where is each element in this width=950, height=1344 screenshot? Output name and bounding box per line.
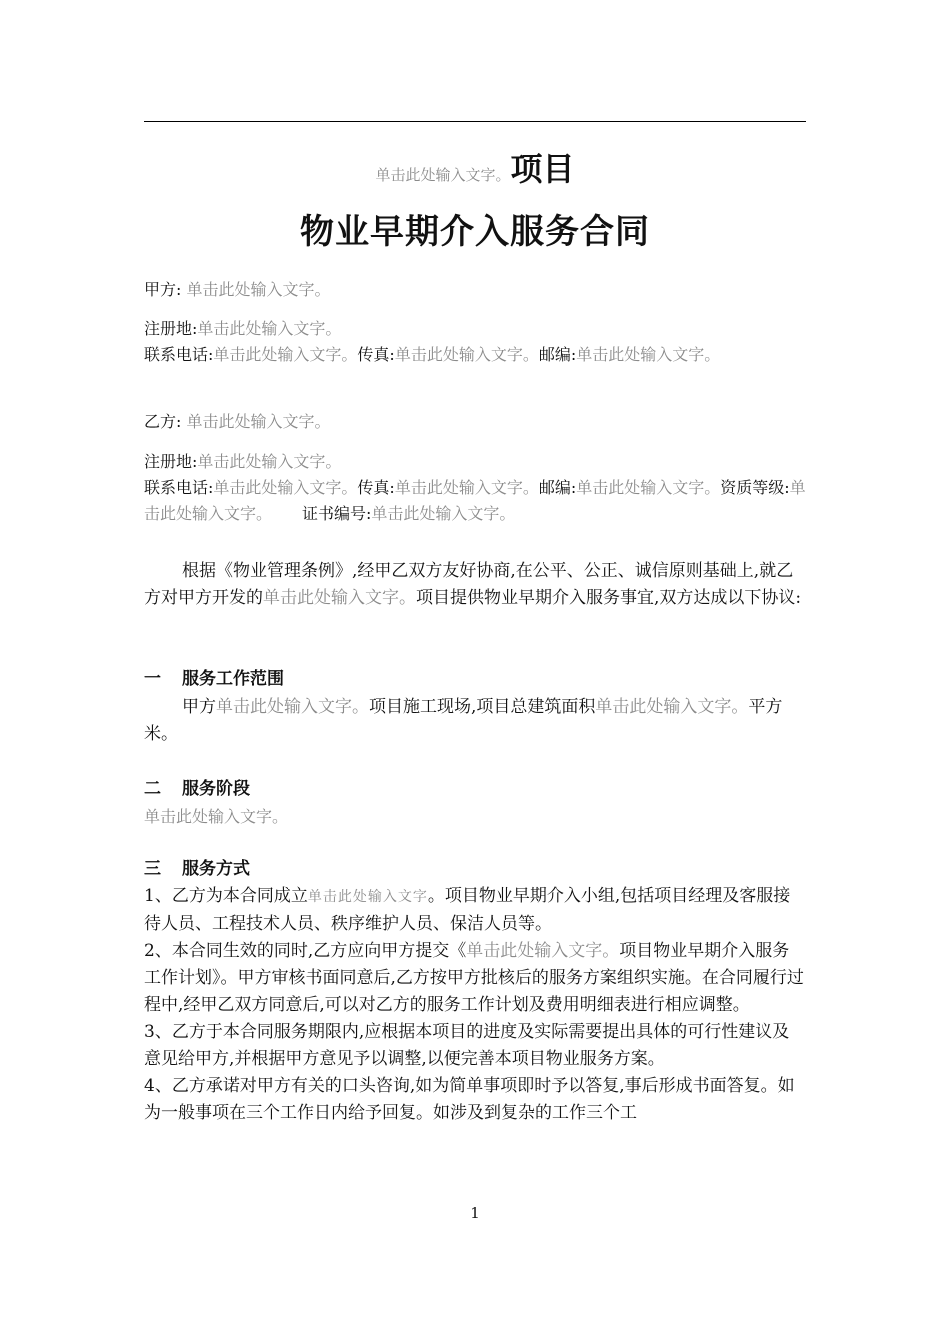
party-b-contact-label: 联系电话:	[144, 478, 214, 497]
party-b-fax-field[interactable]: 单击此处输入文字。	[394, 478, 539, 497]
section-1-heading	[144, 666, 806, 692]
header-rule	[144, 121, 806, 122]
party-b-cert-label: 证书编号:	[302, 504, 372, 523]
doc-title-line1	[144, 144, 806, 190]
party-a-reg-label: 注册地:	[144, 319, 198, 338]
section-1-area-field[interactable]: 单击此处输入文字。	[595, 697, 749, 717]
project-name-placeholder[interactable]: 单击此处输入文字。	[375, 166, 511, 184]
party-b-line	[144, 409, 806, 435]
party-b-qual-field[interactable]: 单击此处输入文字。	[144, 478, 806, 523]
section-1-text-1: 甲方	[182, 697, 216, 717]
party-a-fax-field[interactable]: 单击此处输入文字。	[394, 345, 539, 364]
section-1-text-3: 平方米。	[144, 697, 783, 744]
section-3-item-4: 4、乙方承诺对甲方有关的口头咨询,如为简单事项即时予以答复,事后形成书面答复。如为一般事项在三个工作日内给予回复。如涉及到复杂的工作三个工	[144, 1076, 795, 1123]
party-a-fax-label: 传真:	[357, 345, 395, 364]
item-1-text-a: 1、乙方为本合同成立	[144, 886, 308, 906]
party-b-cert-field[interactable]: 单击此处输入文字。	[371, 504, 516, 523]
party-b-reg-field[interactable]: 单击此处输入文字。	[197, 452, 342, 471]
item-1-team-field[interactable]: 单击此处输入文字	[307, 889, 428, 905]
section-3-item-1	[144, 883, 806, 938]
party-b-reg-label: 注册地:	[144, 452, 198, 471]
party-b-zip-label: 邮编:	[538, 478, 577, 497]
party-b-phone-field[interactable]: 单击此处输入文字。	[213, 478, 358, 497]
party-a-phone-field[interactable]: 单击此处输入文字。	[213, 345, 358, 364]
intro-text-1: 根据《物业管理条例》,经甲乙双方友好协商,在公平、公正、诚信原则基础上,就乙方对甲方开发的	[144, 561, 794, 608]
section-1-title: 服务工作范围	[182, 669, 284, 689]
doc-title-main: 物业早期介入服务合同	[300, 212, 650, 252]
party-b-contact-line	[144, 475, 806, 527]
section-1-body	[144, 694, 806, 748]
party-a-zip-field[interactable]: 单击此处输入文字。	[576, 345, 721, 364]
intro-paragraph	[144, 558, 806, 612]
section-2-stage-field[interactable]: 单击此处输入文字。	[144, 807, 289, 826]
party-a-details	[144, 316, 806, 368]
section-2-body	[144, 803, 806, 830]
party-a-zip-label: 邮编:	[538, 345, 577, 364]
party-a-line	[144, 277, 806, 303]
party-a-reg-field[interactable]: 单击此处输入文字。	[197, 319, 342, 338]
section-2-number: 二	[144, 779, 161, 799]
section-3-items	[144, 883, 806, 1127]
party-b-fax-label: 传真:	[357, 478, 395, 497]
party-a-reg-line	[144, 316, 806, 342]
page-number: 1	[470, 1204, 480, 1222]
title-suffix: 项目	[510, 150, 575, 188]
item-2-text-a: 2、本合同生效的同时,乙方应向甲方提交《	[144, 941, 467, 961]
section-2-title: 服务阶段	[182, 779, 250, 799]
party-b-label: 乙方:	[144, 412, 182, 431]
party-a-label: 甲方:	[144, 280, 182, 299]
item-2-text-b: 项目物业早期介入服务工作计划》。甲方审核书面同意后,乙方按甲方批核后的服务方案组织实施。在合同履行过程中,经甲乙双方同意后,可以对乙方的服务工作计划及费用明细表进行相应调整。	[144, 941, 804, 1015]
party-b-details	[144, 449, 806, 527]
section-3-item-3: 3、乙方于本合同服务期限内,应根据本项目的进度及实际需要提出具体的可行性建议及意见给甲方,并根据甲方意见予以调整,以便完善本项目物业服务方案。	[144, 1022, 790, 1069]
intro-text-2: 项目提供物业早期介入服务事宜,双方达成以下协议:	[416, 588, 802, 608]
section-3-number: 三	[144, 859, 161, 879]
section-1-text-2: 项目施工现场,项目总建筑面积	[369, 697, 596, 717]
section-2-heading	[144, 776, 806, 802]
item-1-text-b: 。项目物业早期介入小组,包括项目经理及客服接待人员、工程技术人员、秩序维护人员、保洁人员等。	[144, 886, 791, 934]
section-3-heading	[144, 856, 806, 882]
party-a-field[interactable]: 单击此处输入文字。	[186, 280, 331, 299]
item-2-project-field[interactable]: 单击此处输入文字。	[466, 941, 620, 961]
party-b-reg-line	[144, 449, 806, 475]
intro-project-field[interactable]: 单击此处输入文字。	[263, 588, 416, 608]
section-3-title: 服务方式	[182, 859, 250, 879]
party-b-qual-label: 资质等级:	[720, 478, 790, 497]
section-1-number: 一	[144, 669, 161, 689]
party-b-zip-field[interactable]: 单击此处输入文字。	[576, 478, 721, 497]
party-a-contact-line	[144, 342, 806, 368]
party-a-contact-label: 联系电话:	[144, 345, 214, 364]
section-3-item-2	[144, 938, 806, 1019]
party-b-field[interactable]: 单击此处输入文字。	[186, 412, 331, 431]
section-1-project-field[interactable]: 单击此处输入文字。	[216, 697, 369, 717]
